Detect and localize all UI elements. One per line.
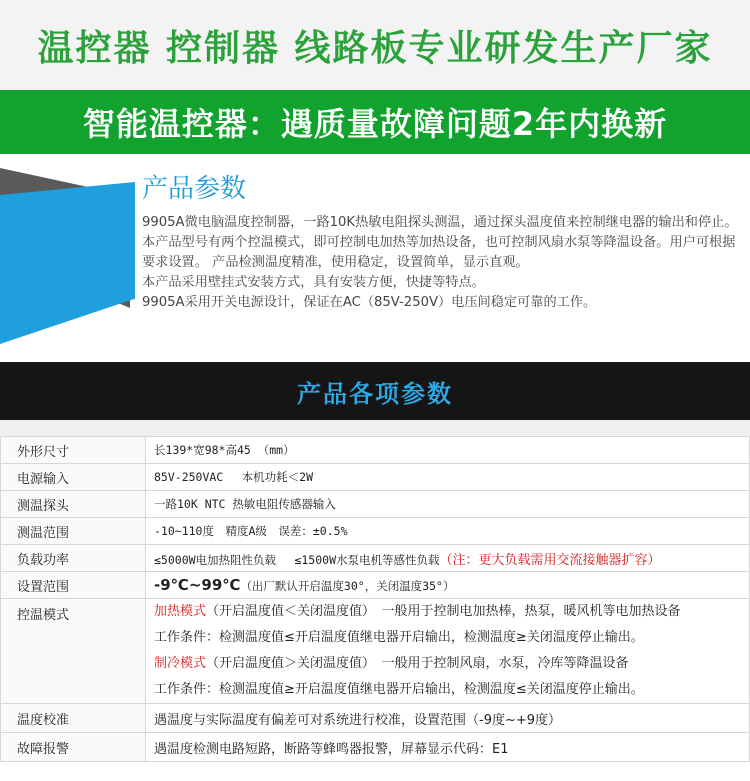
product-params-section <box>0 154 750 348</box>
slogan-band <box>0 90 750 154</box>
table-row <box>1 464 750 491</box>
table-row <box>1 491 750 518</box>
table-row <box>1 437 750 464</box>
load-value <box>146 545 750 572</box>
calib-value: 遇温度与实际温度有偏差可对系统进行校准，设置范围（-9度~+9度） <box>146 704 750 733</box>
top-banner <box>0 0 750 90</box>
power-value <box>146 464 750 491</box>
slogan-text: 智能温控器：遇质量故障问题2年内换新 <box>82 105 668 143</box>
table-row <box>1 518 750 545</box>
spec-heading-band <box>0 362 750 420</box>
set-range: -9℃~99℃ <box>154 576 241 594</box>
probe-value-text: 一路10K NTC 热敏电阻传感器输入 <box>154 497 336 511</box>
load-value-text: ≤5000W电加热阻性负载 ≤1500W水泵电机等感性负载 <box>154 552 440 567</box>
load-note: （注：更大负载需用交流接触器扩容） <box>439 552 661 568</box>
description-paragraph: 9905A采用开关电源设计，保证在AC（85V-250V）电压间稳定可靠的工作。 <box>142 295 597 310</box>
decorative-blue-shape <box>0 182 135 344</box>
description-paragraph: 本产品采用壁挂式安装方式，具有安装方便，快捷等特点。 <box>142 275 485 290</box>
range-value-text: -10~110度 精度A级 误差：±0.5% <box>154 524 348 538</box>
banner-title: 温控器 控制器 线路板专业研发生产厂家 <box>37 27 713 69</box>
heat-desc: （开启温度值＜关闭温度值） 一般用于控制电加热棒，热泵，暖风机等电加热设备 <box>206 604 681 619</box>
mode-value <box>146 599 750 704</box>
table-row <box>1 704 750 733</box>
heat-condition: 工作条件：检测温度值≤开启温度值继电器开启输出，检测温度≥关闭温度停止输出。 <box>154 630 644 645</box>
set-label: 设置范围 <box>1 572 146 599</box>
range-label: 测温范围 <box>1 518 146 545</box>
dims-label: 外形尺寸 <box>1 437 146 464</box>
fault-label: 故障报警 <box>1 733 146 762</box>
cool-condition: 工作条件：检测温度值≥开启温度值继电器开启输出，检测温度≤关闭温度停止输出。 <box>154 682 644 697</box>
product-description <box>142 213 738 313</box>
description-paragraph: 9905A微电脑温度控制器，一路10K热敏电阻探头测温，通过探头温度值来控制继电器的输出和停止。本产品型号有两个控温模式，即可控制电加热等加热设备，也可控制风扇水泵等降温设备。用户可根据要求设置。 产品检测温度精准，使用稳定，设置简单，显示直观。 <box>142 215 738 270</box>
set-note: （出厂默认开启温度30°，关闭温度35°） <box>240 579 455 593</box>
spec-table <box>0 436 750 762</box>
set-value <box>146 572 750 599</box>
probe-label: 测温探头 <box>1 491 146 518</box>
table-row <box>1 599 750 704</box>
probe-value <box>146 491 750 518</box>
mode-label: 控温模式 <box>1 599 146 704</box>
spec-heading: 产品各项参数 <box>297 379 453 408</box>
spacer <box>0 348 750 362</box>
cool-mode: 制冷模式 <box>154 656 207 671</box>
heat-mode-line <box>154 599 749 625</box>
dims-value-text: 长139*宽98*高45 （mm） <box>154 443 295 457</box>
table-row <box>1 572 750 599</box>
table-row <box>1 733 750 762</box>
spacer <box>0 420 750 436</box>
product-params-heading: 产品参数 <box>142 174 247 204</box>
load-label: 负载功率 <box>1 545 146 572</box>
range-value <box>146 518 750 545</box>
cool-mode-line <box>154 651 749 677</box>
fault-value: 遇温度检测电路短路，断路等蜂鸣器报警，屏幕显示代码：E1 <box>146 733 750 762</box>
power-label: 电源输入 <box>1 464 146 491</box>
cool-desc: （开启温度值＞关闭温度值） 一般用于控制风扇，水泵，冷库等降温设备 <box>206 656 629 671</box>
table-row <box>1 545 750 572</box>
power-value-text: 85V-250VAC 本机功耗＜2W <box>154 470 314 484</box>
calib-label: 温度校准 <box>1 704 146 733</box>
dims-value <box>146 437 750 464</box>
heat-mode: 加热模式 <box>154 604 207 619</box>
